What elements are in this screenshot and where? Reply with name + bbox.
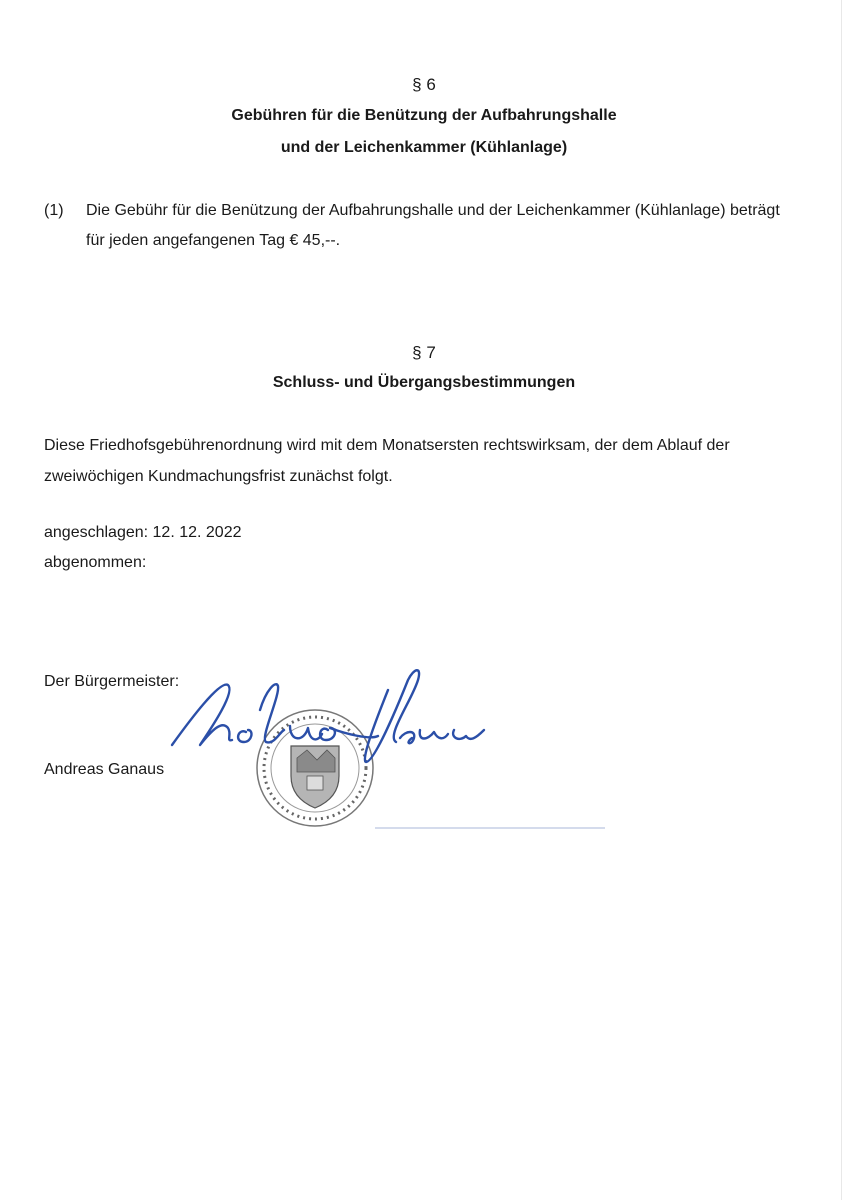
mayor-name: Andreas Ganaus: [44, 761, 165, 778]
clause-text: Die Gebühr für die Benützung der Aufbahrungshalle und der Leichenkammer (Kühlanlage) beträgt für jeden angefangenen Tag € 45,--.: [86, 202, 780, 249]
section-6-title-line-1: Gebühren für die Benützung der Aufbahrungshalle: [231, 107, 617, 124]
removed-date: abgenommen:: [44, 554, 147, 571]
section-7-title: Schluss- und Übergangsbestimmungen: [272, 374, 576, 391]
mayor-role: Der Bürgermeister:: [44, 673, 180, 690]
municipal-seal: [257, 710, 373, 826]
clause-number: (1): [44, 202, 64, 219]
section-7-sign: § 7: [412, 343, 436, 362]
page-edge: [841, 0, 842, 1200]
signature-and-seal: [150, 650, 630, 860]
section-6-sign: § 6: [412, 75, 436, 94]
section-6-title-line-2: und der Leichenkammer (Kühlanlage): [280, 139, 568, 156]
posted-date: angeschlagen: 12. 12. 2022: [44, 524, 242, 541]
seal-graphic: [150, 650, 630, 860]
section-7-body: Diese Friedhofsgebührenordnung wird mit dem Monatsersten rechtswirksam, der dem Ablauf der zweiwöchigen Kundmachungsfrist zunächst folgt.: [44, 437, 730, 485]
